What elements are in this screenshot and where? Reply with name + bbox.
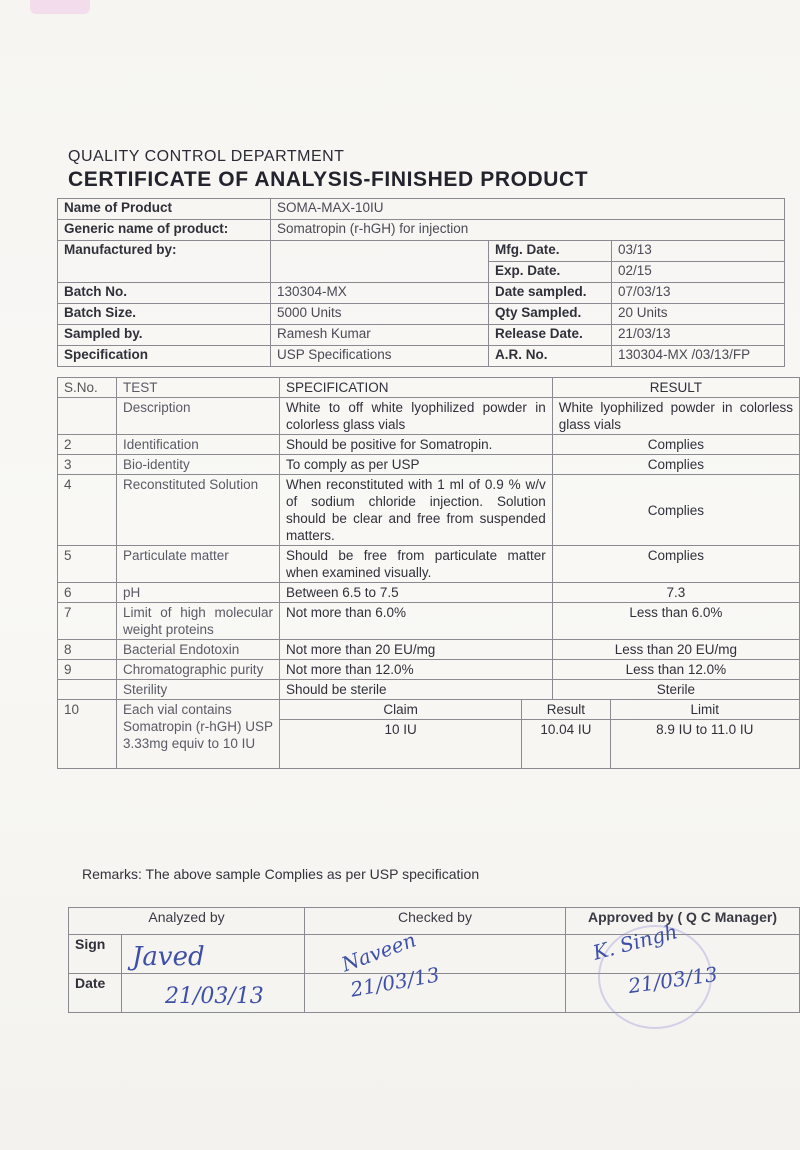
product-name-label: Name of Product [58, 199, 271, 220]
table-row [58, 398, 800, 435]
row-sno: 7 [58, 603, 117, 640]
row-sno: 9 [58, 660, 117, 680]
release-date-value: 21/03/13 [612, 325, 785, 346]
checked-signature: Naveen [338, 927, 420, 977]
date-sampled-label: Date sampled. [489, 283, 612, 304]
row-spec: Should be positive for Somatropin. [280, 435, 553, 455]
row-result: Less than 20 EU/mg [552, 640, 799, 660]
row-sno: 2 [58, 435, 117, 455]
row-spec: Between 6.5 to 7.5 [280, 583, 553, 603]
table-row [58, 435, 800, 455]
row-sno [58, 680, 117, 700]
vial-result-value: 10.04 IU [522, 720, 610, 769]
row-spec: White to off white lyophilized powder in colorless glass vials [280, 398, 553, 435]
col-result: RESULT [552, 378, 799, 398]
generic-name-label: Generic name of product: [58, 220, 271, 241]
vial-test [117, 700, 280, 769]
vial-result-label: Result [522, 700, 610, 720]
product-info-table [57, 198, 785, 367]
mfg-date-label: Mfg. Date. [489, 241, 612, 262]
date-sampled-value: 07/03/13 [612, 283, 785, 304]
table-row [58, 680, 800, 700]
batch-size-label: Batch Size. [58, 304, 271, 325]
table-row [58, 640, 800, 660]
row-test: Limit of high molecular weight proteins [117, 603, 280, 640]
mfg-date-value: 03/13 [612, 241, 785, 262]
manufacturer-value [271, 241, 489, 283]
row-sno: 8 [58, 640, 117, 660]
row-result: Complies [552, 546, 799, 583]
table-row [58, 546, 800, 583]
claim-value: 10 IU [280, 720, 522, 769]
row-test: Particulate matter [117, 546, 280, 583]
analyzed-signature: Javed [132, 942, 205, 972]
pink-smudge [30, 0, 90, 14]
row-spec: Should be free from particulate matter when examined visually. [280, 546, 553, 583]
row-spec: Should be sterile [280, 680, 553, 700]
row-spec: Not more than 12.0% [280, 660, 553, 680]
claim-label: Claim [280, 700, 522, 720]
limit-label: Limit [610, 700, 799, 720]
row-test: Bio-identity [117, 455, 280, 475]
row-result: Complies [552, 435, 799, 455]
batch-size-value: 5000 Units [271, 304, 489, 325]
row-result: 7.3 [552, 583, 799, 603]
table-row [58, 455, 800, 475]
release-date-label: Release Date. [489, 325, 612, 346]
col-specification: SPECIFICATION [280, 378, 553, 398]
row-sno: 4 [58, 475, 117, 546]
row-test: Description [117, 398, 280, 435]
checked-by-header: Checked by [305, 908, 566, 935]
table-row [58, 475, 800, 546]
row-spec: Not more than 20 EU/mg [280, 640, 553, 660]
limit-value: 8.9 IU to 11.0 IU [610, 720, 799, 769]
sampled-by-value: Ramesh Kumar [271, 325, 489, 346]
batch-no-value: 130304-MX [271, 283, 489, 304]
vial-sno: 10 [58, 700, 117, 769]
product-name-value: SOMA-MAX-10IU [271, 199, 785, 220]
row-result: White lyophilized powder in colorless glass vials [552, 398, 799, 435]
table-row [58, 660, 800, 680]
specification-value: USP Specifications [271, 346, 489, 367]
row-test: Chromatographic purity [117, 660, 280, 680]
specification-label: Specification [58, 346, 271, 367]
approved-signature: K. Singh [590, 919, 680, 965]
ar-no-value: 130304-MX /03/13/FP [612, 346, 785, 367]
table-row [58, 603, 800, 640]
manufacturer-label: Manufactured by: [58, 241, 271, 283]
analyzed-by-header: Analyzed by [69, 908, 305, 935]
approved-by-header: Approved by ( Q C Manager) [566, 908, 800, 935]
analyzed-date-handwritten: 21/03/13 [165, 984, 264, 1009]
exp-date-label: Exp. Date. [489, 262, 612, 283]
row-result: Sterile [552, 680, 799, 700]
ar-no-label: A.R. No. [489, 346, 612, 367]
approved-date-handwritten: 21/03/13 [626, 961, 720, 999]
certificate-title: CERTIFICATE OF ANALYSIS-FINISHED PRODUCT [68, 168, 589, 191]
row-test: Sterility [117, 680, 280, 700]
col-sno: S.No. [58, 378, 117, 398]
row-result: Complies [552, 475, 799, 546]
row-sno [58, 398, 117, 435]
department-heading: QUALITY CONTROL DEPARTMENT [68, 148, 345, 165]
row-result: Complies [552, 455, 799, 475]
row-test: Identification [117, 435, 280, 455]
batch-no-label: Batch No. [58, 283, 271, 304]
test-header-row [58, 378, 800, 398]
row-spec: When reconstituted with 1 ml of 0.9 % w/v of sodium chloride injection. Solution should be clear and free from suspended matters. [280, 475, 553, 546]
row-spec: Not more than 6.0% [280, 603, 553, 640]
generic-name-value: Somatropin (r-hGH) for injection [271, 220, 785, 241]
row-result: Less than 6.0% [552, 603, 799, 640]
row-test: Reconstituted Solution [117, 475, 280, 546]
row-sno: 6 [58, 583, 117, 603]
date-label: Date [69, 974, 122, 1013]
remarks: Remarks: The above sample Complies as per USP specification [82, 866, 480, 882]
test-results-table [57, 377, 800, 769]
table-row [58, 583, 800, 603]
sampled-by-label: Sampled by. [58, 325, 271, 346]
checked-date-handwritten: 21/03/13 [348, 962, 442, 1002]
col-test: TEST [117, 378, 280, 398]
vial-test-detail: Somatropin (r-hGH) USP 3.33mg equiv to 10 IU [123, 719, 273, 751]
exp-date-value: 02/15 [612, 262, 785, 283]
vial-test-title: Each vial contains [123, 702, 232, 717]
row-test: pH [117, 583, 280, 603]
row-sno: 3 [58, 455, 117, 475]
row-test: Bacterial Endotoxin [117, 640, 280, 660]
row-spec: To comply as per USP [280, 455, 553, 475]
row-result: Less than 12.0% [552, 660, 799, 680]
sign-label: Sign [69, 935, 122, 974]
vial-row [58, 700, 800, 720]
row-sno: 5 [58, 546, 117, 583]
qty-sampled-value: 20 Units [612, 304, 785, 325]
qty-sampled-label: Qty Sampled. [489, 304, 612, 325]
